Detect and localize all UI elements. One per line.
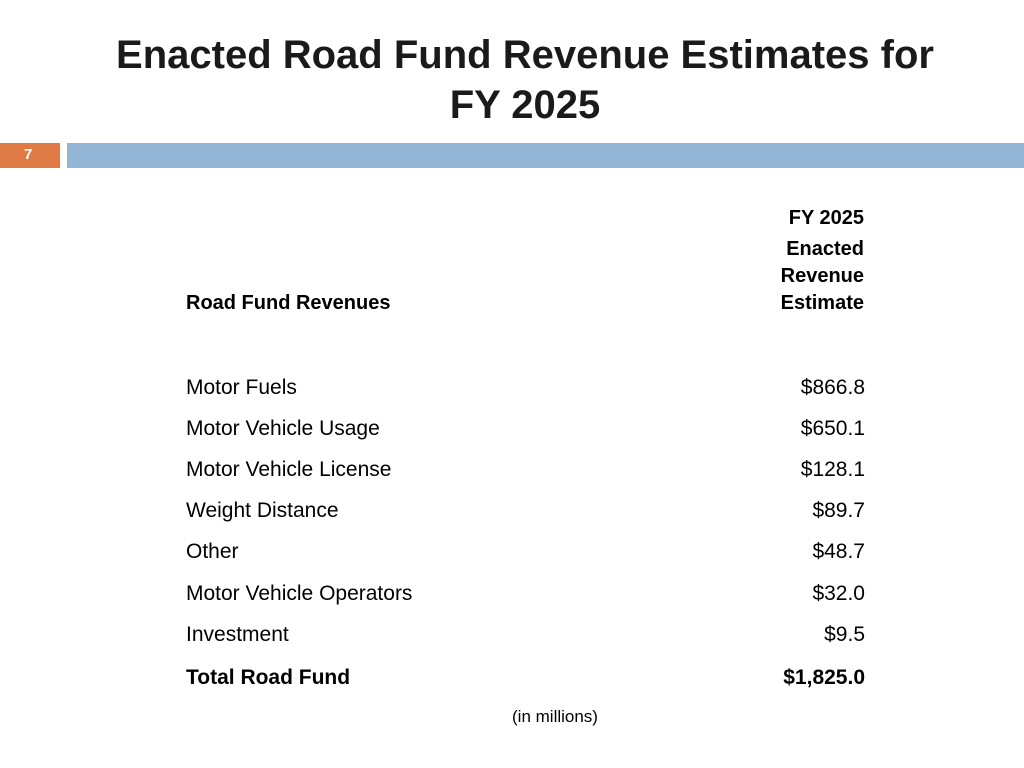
table-row (186, 621, 865, 649)
slide-number: 7 (0, 143, 60, 168)
row-value: $89.7 (812, 499, 865, 522)
estimate-header-line4: Estimate (780, 292, 864, 314)
total-value: $1,825.0 (783, 666, 865, 689)
estimate-header-line2: Enacted (786, 238, 864, 260)
estimate-header-description (781, 236, 864, 317)
row-value: $32.0 (812, 582, 865, 605)
slide-title-line1: Enacted Road Fund Revenue Estimates for (116, 33, 934, 77)
table-row (186, 374, 865, 402)
row-value: $48.7 (812, 540, 865, 563)
row-name: Motor Vehicle License (186, 458, 392, 481)
estimate-header-year: FY 2025 (788, 207, 864, 229)
table-row (186, 497, 865, 525)
revenue-column-header: Road Fund Revenues (186, 292, 391, 314)
row-value: $9.5 (824, 623, 865, 646)
estimate-header-line3: Revenue (780, 265, 864, 287)
row-name: Other (186, 540, 239, 563)
row-name: Motor Vehicle Usage (186, 417, 380, 440)
table-row (186, 456, 865, 484)
row-name: Motor Vehicle Operators (186, 582, 413, 605)
row-value: $650.1 (800, 417, 865, 440)
row-name: Weight Distance (186, 499, 339, 522)
slide-title-line2: FY 2025 (449, 83, 601, 127)
row-value: $128.1 (800, 458, 865, 481)
row-value: $866.8 (800, 376, 865, 399)
header-bar (67, 143, 1024, 168)
table-row (186, 538, 865, 566)
table-row (186, 415, 865, 443)
total-name: Total Road Fund (186, 666, 351, 689)
row-name: Motor Fuels (186, 376, 297, 399)
total-row (186, 664, 865, 692)
row-name: Investment (186, 623, 289, 646)
units-footnote: (in millions) (512, 707, 598, 726)
slide-title (60, 30, 990, 130)
table-row (186, 580, 865, 608)
